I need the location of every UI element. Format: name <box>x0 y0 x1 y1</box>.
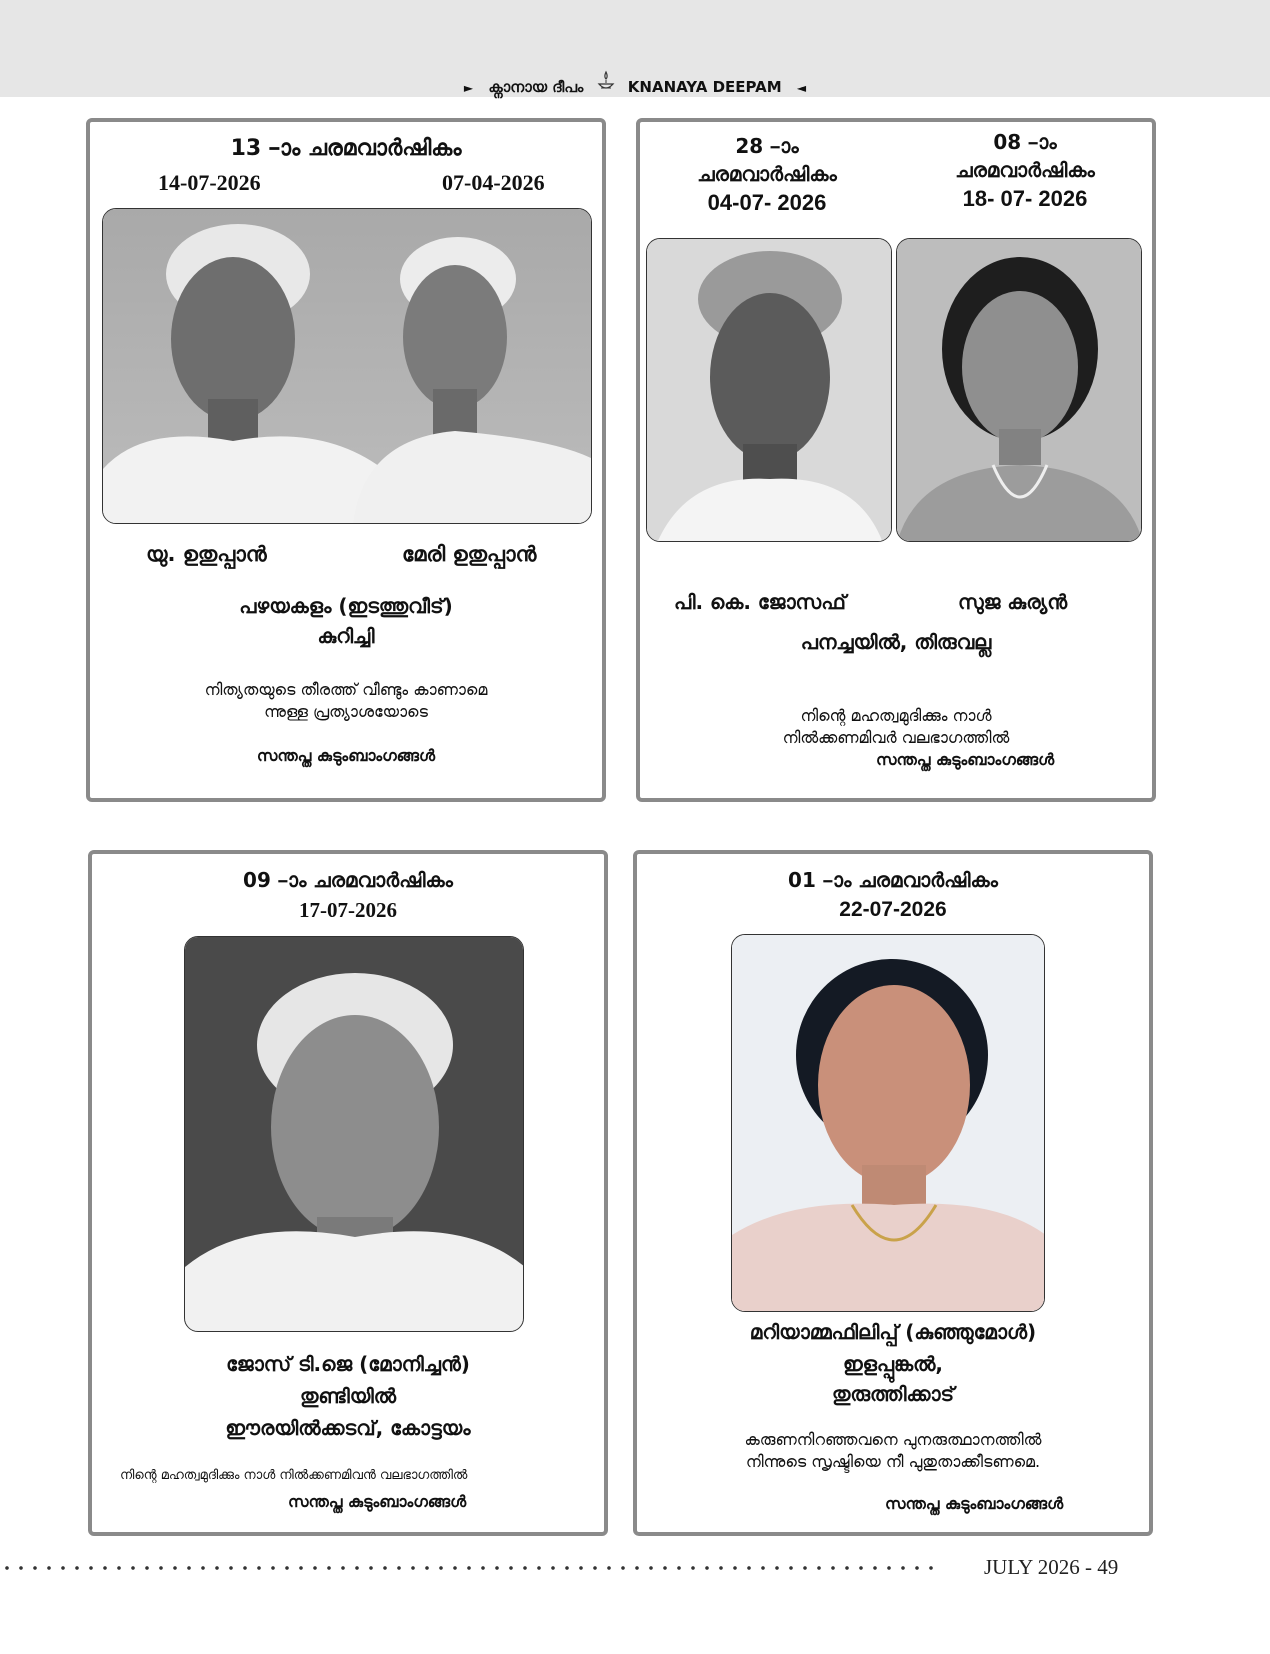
message-line-2: നിൽക്കണമിവർ വലഭാഗത്തിൽ <box>782 728 1010 747</box>
house-and-place: പനച്ചയിൽ, തിരുവല്ല <box>800 630 992 654</box>
message-line-2: നിന്നുടെ സൃഷ്ടിയെ നീ പുതുതാക്കീടണമെ. <box>745 1452 1041 1471</box>
house-name: തുണ്ടിയിൽ <box>299 1384 397 1408</box>
portrait-photo-mariyamma <box>731 934 1045 1312</box>
anniversary-number-left: 28 –ാം <box>735 134 799 158</box>
page-number: JULY 2026 - 49 <box>984 1555 1119 1579</box>
place-name: തുരുത്തിക്കാട് <box>831 1382 955 1406</box>
footer-dotted-rule <box>0 1565 940 1571</box>
signature: സന്തപ്ത കുടുംബാംഗങ്ങൾ <box>256 746 436 765</box>
message-line-1: നിത്യതയുടെ തീരത്ത് വീണ്ടും കാണാമെ <box>204 680 488 699</box>
date-left: 14-07-2026 <box>158 170 261 195</box>
date: 17-07-2026 <box>299 898 397 922</box>
name-right: സുജ കുര്യൻ <box>958 590 1068 614</box>
name-left: യു. ഉതുപ്പാൻ <box>146 542 267 566</box>
date-left: 04-07- 2026 <box>707 190 827 215</box>
magazine-title-malayalam: ക്നാനായ ദീപം <box>488 78 584 96</box>
house-name: ഇളപ്പുങ്കൽ, <box>843 1352 943 1376</box>
date: 22-07-2026 <box>839 898 947 921</box>
signature: സന്തപ്ത കുടുംബാംഗങ്ങൾ <box>885 1494 1064 1513</box>
oil-lamp-icon <box>597 70 615 98</box>
date-right: 18- 07- 2026 <box>962 186 1088 211</box>
place-name: ഈരയിൽക്കടവ്, കോട്ടയം <box>225 1416 471 1440</box>
arrow-right-icon: ► <box>463 81 474 95</box>
obituary-card-jose <box>88 850 608 1536</box>
house-name: പഴയകളം (ഇടത്തുവീട്) <box>239 594 453 618</box>
portrait-photo-jose <box>184 936 524 1332</box>
date-right: 07-04-2026 <box>442 170 545 195</box>
signature: സന്തപ്ത കുടുംബാംഗങ്ങൾ <box>288 1492 467 1511</box>
anniversary-title: 13 –ാം ചരമവാർഷികം <box>230 136 462 161</box>
portrait-photo-suja <box>896 238 1142 542</box>
anniversary-title: 09 –ാം ചരമവാർഷികം <box>243 868 453 892</box>
anniversary-label-right: ചരമവാർഷികം <box>955 158 1095 182</box>
full-name: ജോസ് ടി.ജെ (മോനിച്ചൻ) <box>226 1352 470 1376</box>
signature: സന്തപ്ത കുടുംബാംഗങ്ങൾ <box>876 750 1055 769</box>
portrait-photo-joseph <box>646 238 892 542</box>
obituary-card-utuppan <box>86 118 606 802</box>
anniversary-number-right: 08 –ാം <box>993 130 1057 154</box>
masthead <box>0 70 1270 98</box>
arrow-left-icon: ◄ <box>796 81 807 95</box>
magazine-title-english: KNANAYA DEEPAM <box>627 78 782 96</box>
message-line-1: നിന്റെ മഹത്വമുദിക്കും നാൾ <box>800 706 992 725</box>
obituary-card-joseph-suja <box>636 118 1156 802</box>
anniversary-label-left: ചരമവാർഷികം <box>697 162 837 186</box>
name-right: മേരി ഉതുപ്പാൻ <box>402 542 537 566</box>
couple-portrait-photo <box>102 208 592 524</box>
message-line-2: ന്നുള്ള പ്രത്യാശയോടെ <box>264 702 428 721</box>
anniversary-title: 01 –ാം ചരമവാർഷികം <box>788 868 998 892</box>
message-line-1: കരുണനിറഞ്ഞവനെ പുനരുത്ഥാനത്തിൽ <box>744 1430 1042 1449</box>
place-name: കുറിച്ചി <box>317 624 375 648</box>
full-name: മറിയാമ്മഫിലിപ്പ് (കുഞ്ഞുമോൾ) <box>749 1320 1037 1344</box>
message: നിന്റെ മഹത്വമുദിക്കും നാൾ നിൽക്കണമിവൻ വലഭാഗത്തിൽ <box>120 1468 468 1483</box>
obituary-card-mariyamma <box>633 850 1153 1536</box>
name-left: പി. കെ. ജോസഫ് <box>674 590 846 614</box>
